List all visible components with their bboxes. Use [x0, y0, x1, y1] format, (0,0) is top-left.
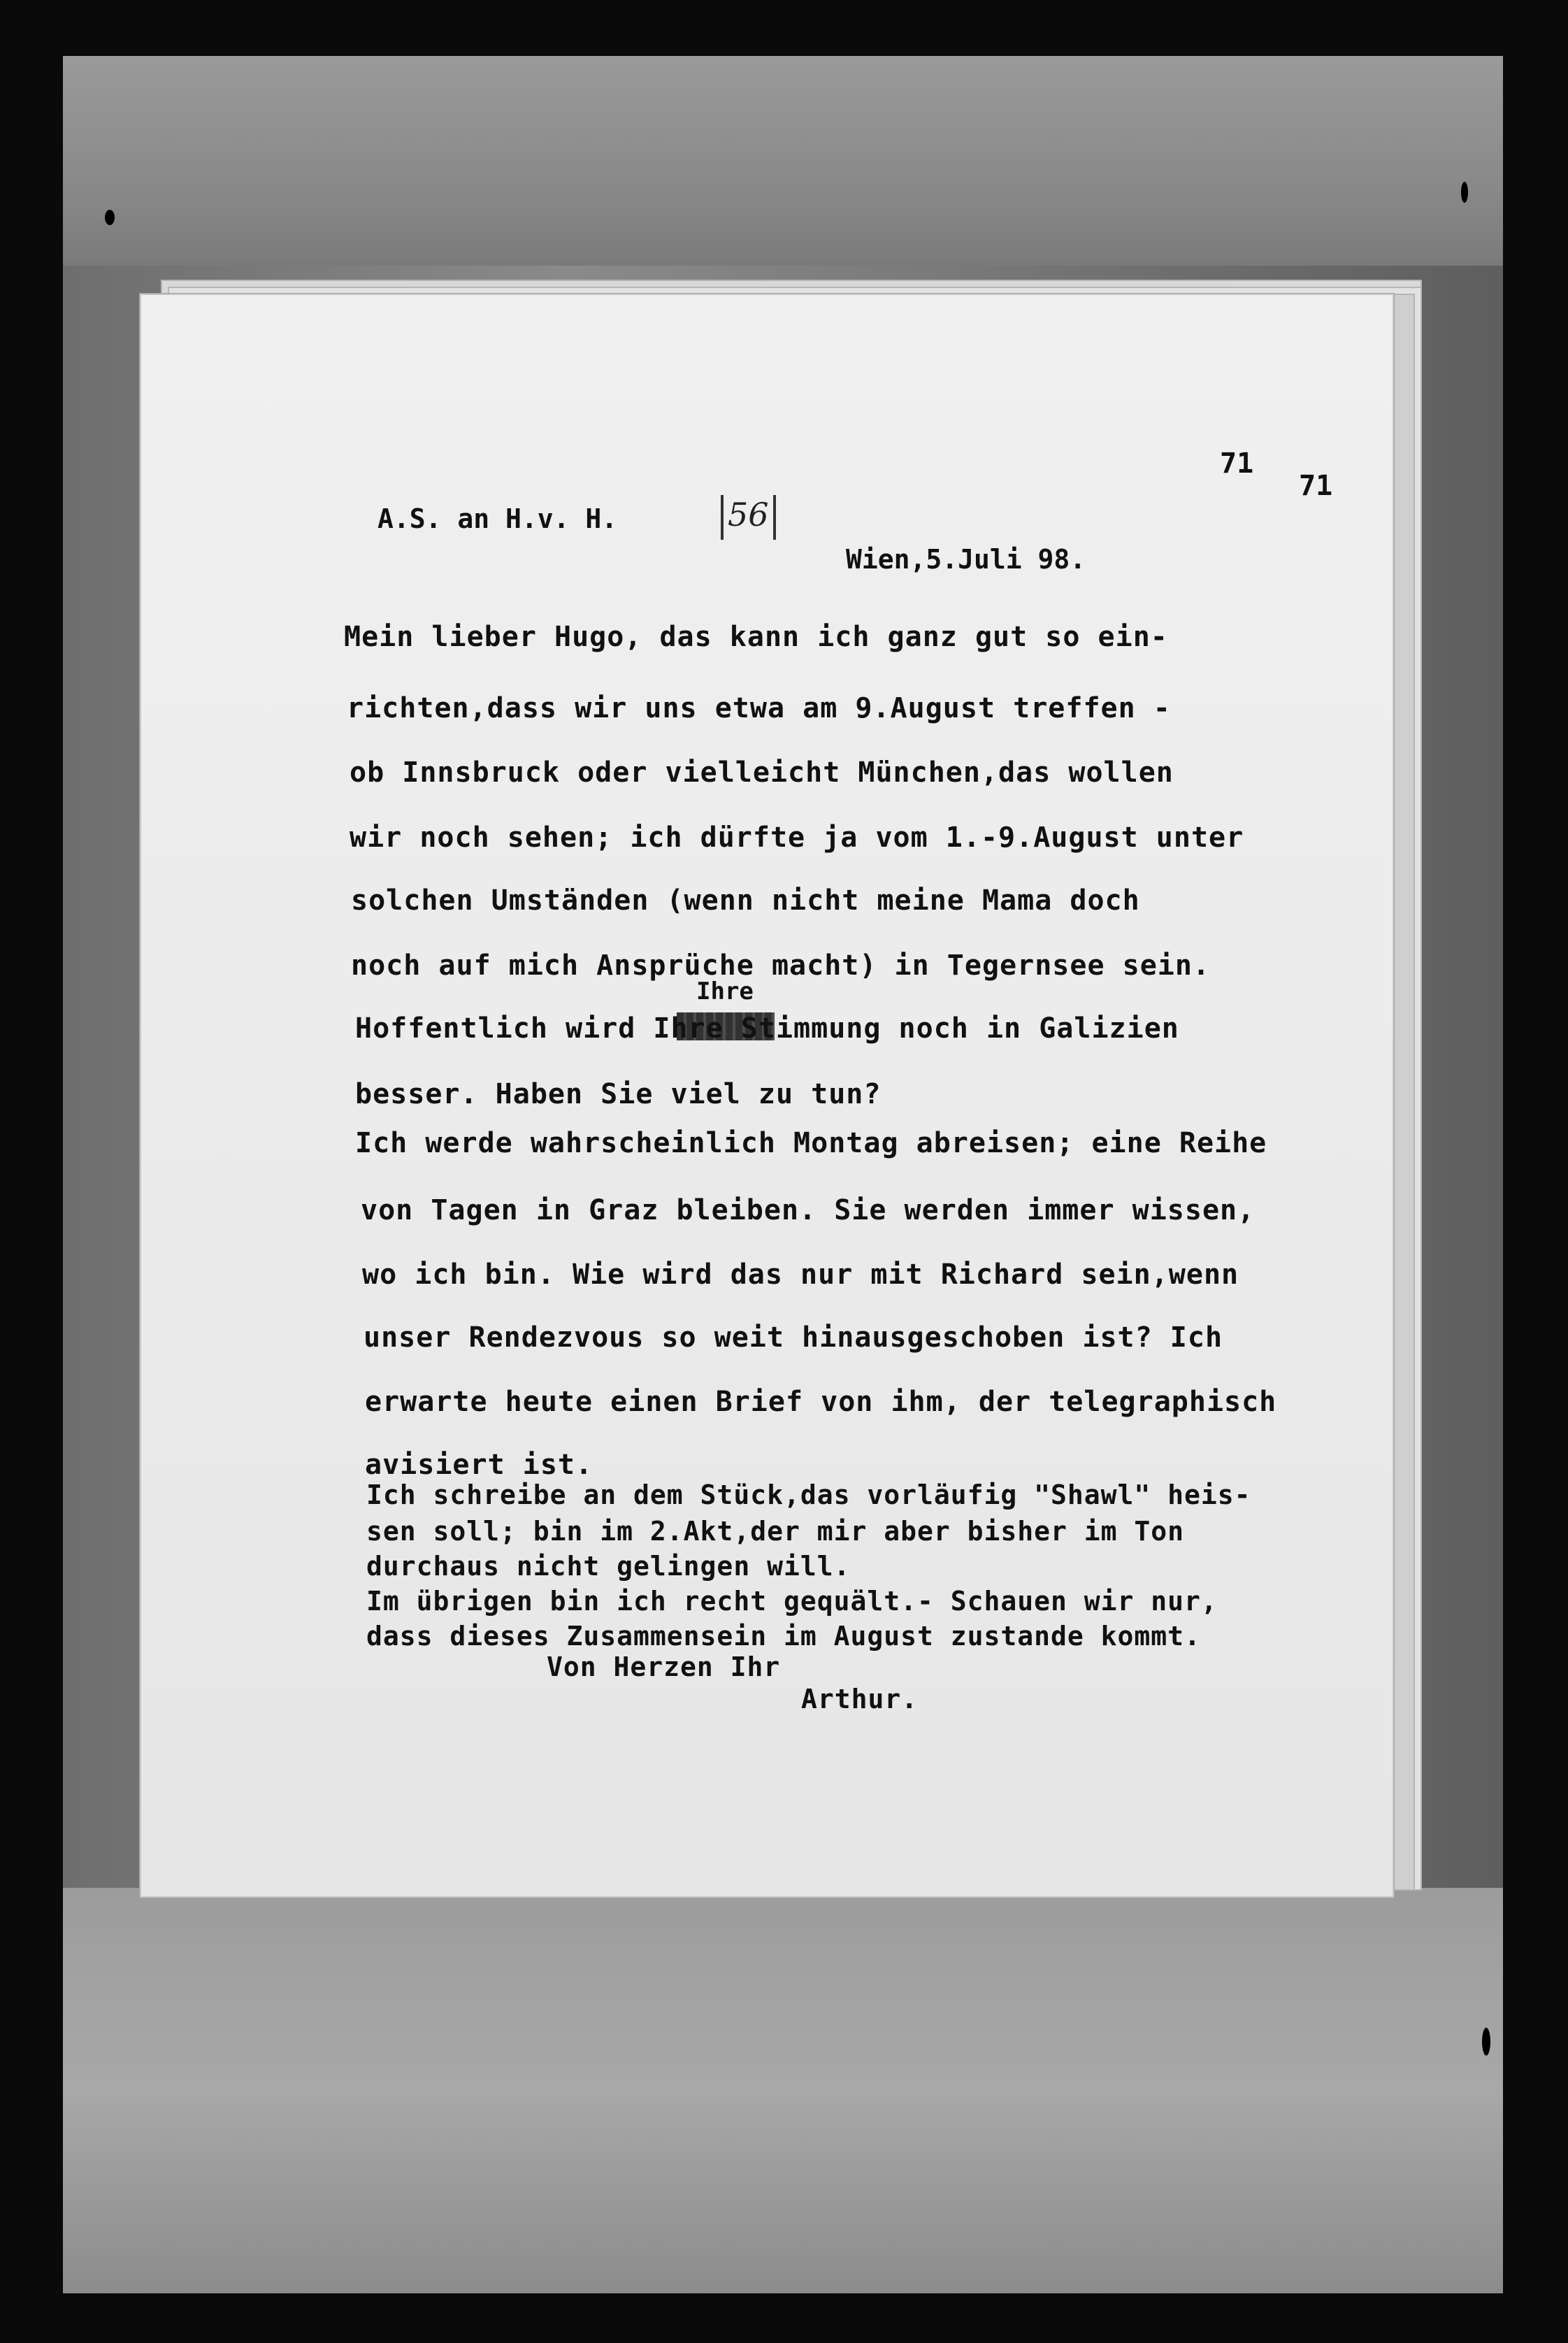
scan-dust-mark	[105, 210, 115, 225]
body-line-9: Ich werde wahrscheinlich Montag abreisen; eine Reihe	[355, 1127, 1267, 1159]
place-date: Wien,5.Juli 98.	[846, 544, 1086, 575]
postscript-line-2: sen soll; bin im 2.Akt,der mir aber bisher im Ton	[366, 1516, 1185, 1547]
scan-backdrop-bottom	[63, 1888, 1503, 2293]
body-line-13: erwarte heute einen Brief von ihm, der telegraphisch	[365, 1386, 1277, 1418]
body-line-7: Hoffentlich wird Ihre Stimmung noch in Galizien	[355, 1012, 1179, 1045]
postscript-line-4: Im übrigen bin ich recht gequält.- Schauen wir nur,	[366, 1586, 1218, 1617]
sender-recipient: A.S. an H.v. H.	[377, 503, 618, 534]
handwritten-number	[717, 495, 800, 545]
body-line-12: unser Rendezvous so weit hinausgeschoben ist? Ich	[364, 1321, 1223, 1354]
body-line-5: solchen Umständen (wenn nicht meine Mama doch	[351, 884, 1140, 917]
body-line-2: richten,dass wir uns etwa am 9.August treffen -	[347, 692, 1171, 724]
page-number-stamped: 71	[1299, 470, 1333, 502]
body-line-3: ob Innsbruck oder vielleicht München,das wollen	[350, 757, 1174, 789]
body-line-6: noch auf mich Ansprüche macht) in Tegernsee sein.	[351, 950, 1211, 982]
body-line-14: avisiert ist.	[365, 1449, 594, 1481]
body-line-8: besser. Haben Sie viel zu tun?	[355, 1078, 882, 1110]
scan-dust-mark	[1482, 2028, 1490, 2056]
postscript-line-3: durchaus nicht gelingen will.	[366, 1551, 851, 1582]
postscript-line-5: dass dieses Zusammensein im August zustande kommt.	[366, 1621, 1201, 1651]
handwritten-number-text: 56	[728, 496, 769, 533]
scan-backdrop-top	[63, 56, 1503, 266]
inserted-word: Ihre	[696, 977, 754, 1005]
body-line-4: wir noch sehen; ich dürfte ja vom 1.-9.August unter	[350, 822, 1244, 854]
postscript-line-1: Ich schreibe an dem Stück,das vorläufig "Shawl" heis-	[366, 1479, 1251, 1510]
body-line-1: Mein lieber Hugo, das kann ich ganz gut so ein-	[344, 621, 1168, 653]
scan-dust-mark	[1461, 182, 1468, 203]
body-line-11: wo ich bin. Wie wird das nur mit Richard sein,wenn	[362, 1259, 1239, 1291]
signature: Arthur.	[801, 1684, 919, 1714]
closing: Von Herzen Ihr	[547, 1651, 781, 1682]
page-number-top: 71	[1220, 447, 1254, 480]
body-line-10: von Tagen in Graz bleiben. Sie werden immer wissen,	[361, 1194, 1256, 1226]
